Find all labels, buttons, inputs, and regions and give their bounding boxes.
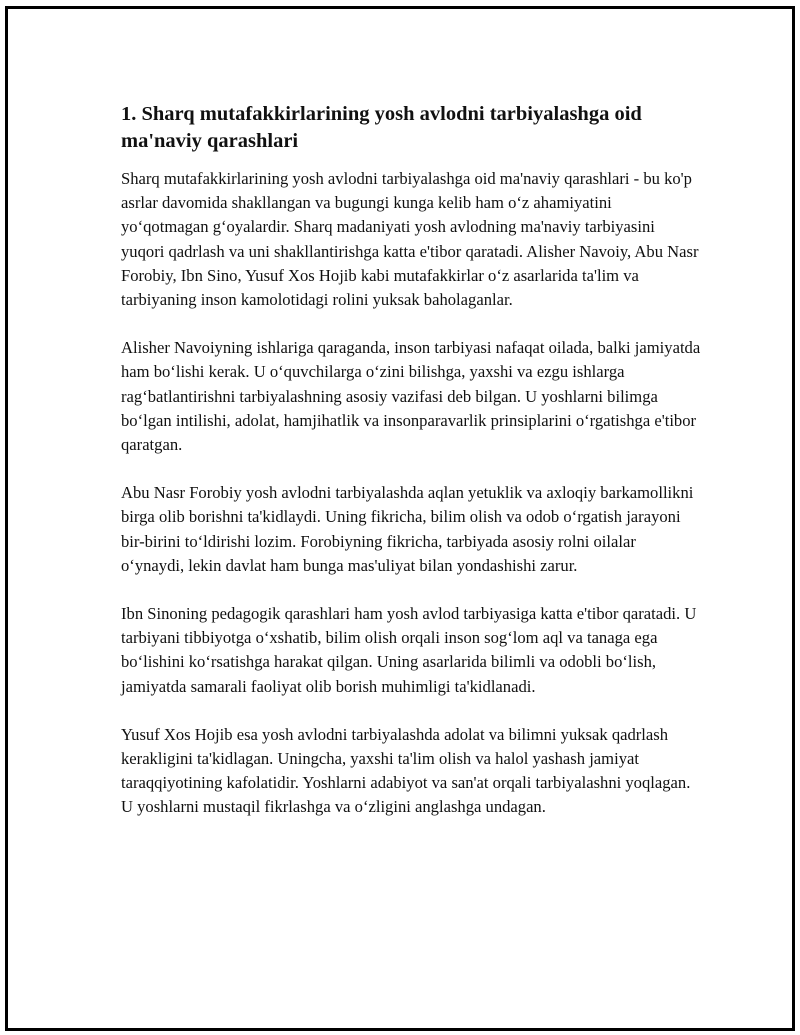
paragraph-yusuf-xos-hojib: Yusuf Xos Hojib esa yosh avlodni tarbiyalashda adolat va bilimni yuksak qadrlash kerakligini ta'kidlagan. Uningcha, yaxshi ta'lim olish va halol yashash jamiyat taraqqiyotining kafolatidir. Yoshlarni adabiyot va san'at orqali tarbiyalashni yoqlagan. U yoshlarni mustaqil fikrlashga va o‘zligini anglashga undagan. [121,724,691,817]
paragraph-navoiy: Alisher Navoiyning ishlariga qaraganda, inson tarbiyasi nafaqat oilada, balki jamiyatda ham bo‘lishi kerak. U o‘quvchilarga o‘zini bilishga, yaxshi va ezgu ishlarga rag‘batlantirishni tarbiyalashning asosiy vazifasi deb bilgan. U yoshlarni bilimga bo‘lgan intilishi, adolat, hamjihatlik va insonparavarlik prinsiplarini o‘rgatishga e'tibor qaratgan. [121,338,701,455]
paragraph-ibn-sino: Ibn Sinoning pedagogik qarashlari ham yosh avlod tarbiyasiga katta e'tibor qaratadi. U tarbiyani tibbiyotga o‘xshatib, bilim olish orqali inson sog‘lom aql va tanaga ega bo‘lishini ko‘rsatishga harakat qilgan. Uning asarlarida bilimli va odobli bo‘lish, jamiyatda samarali faoliyat olib borish muhimligi ta'kidlanadi. [121,604,697,696]
section-heading: 1. Sharq mutafakkirlarining yosh avlodni tarbiyalashga oid ma'naviy qarashlari [121,103,642,152]
paragraph-forobiy: Abu Nasr Forobiy yosh avlodni tarbiyalashda aqlan yetuklik va axloqiy barkamollikni birga olib borishni ta'kidlaydi. Uning fikricha, bilim olish va odob o‘rgatish jarayoni bir-birini to‘ldirishi lozim. Forobiyning fikricha, tarbiyada asosiy rolni oilalar o‘ynaydi, lekin davlat ham bunga mas'uliyat bilan yondashishi zarur. [121,483,694,575]
paragraph-intro: Sharq mutafakkirlarining yosh avlodni tarbiyalashga oid ma'naviy qarashlari - bu ko'p asrlar davomida shakllangan va bugungi kunga kelib ham o‘z ahamiyatini yo‘qotmagan g‘oyalardir. Sharq madaniyati yosh avlodning ma'naviy tarbiyasini yuqori qadrlash va uni shakllantirishga katta e'tibor qaratadi. Alisher Navoiy, Abu Nasr Forobiy, Ibn Sino, Yusuf Xos Hojib kabi mutafakkirlar o‘z asarlarida ta'lim va tarbiyaning inson kamolotidagi rolini yuksak baholaganlar. [121,169,699,310]
document-body [121,101,701,844]
page-frame [5,6,795,1031]
